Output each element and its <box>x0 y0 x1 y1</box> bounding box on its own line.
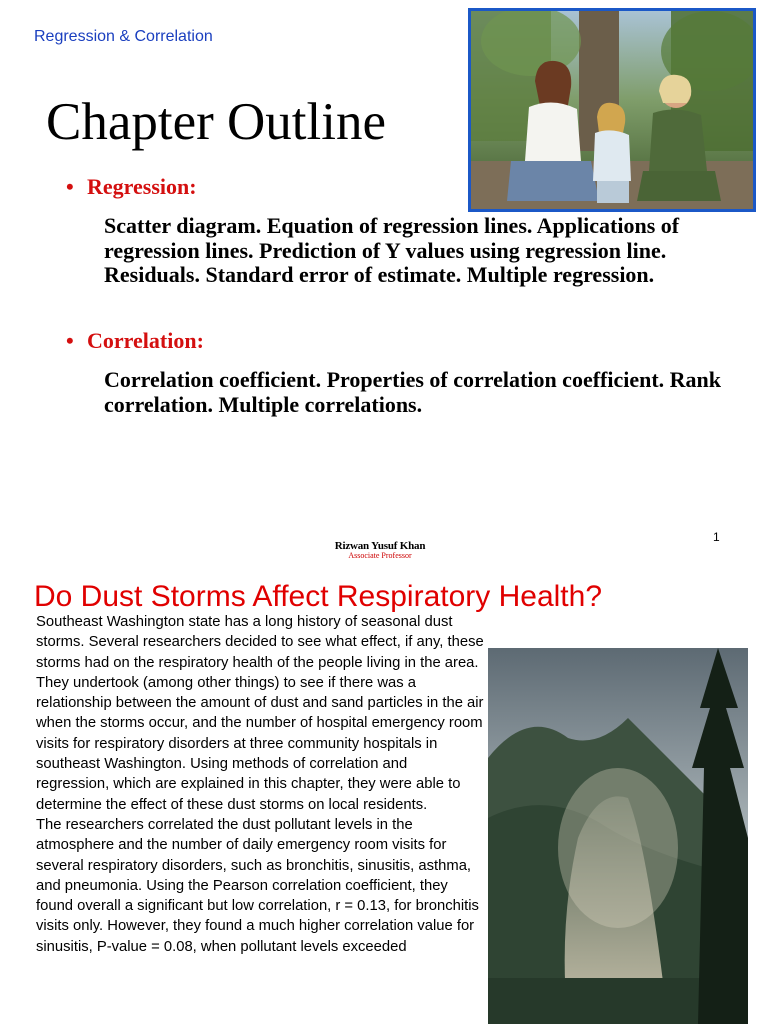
author-block <box>240 540 520 560</box>
page-number: 1 <box>713 530 720 544</box>
bullet-dot: • <box>66 174 74 199</box>
family-photo-icon <box>471 11 753 209</box>
page-title: Chapter Outline <box>46 93 386 151</box>
bullet-regression <box>66 174 197 200</box>
dust-storm-photo-icon <box>488 648 748 1024</box>
bullet-correlation <box>66 328 204 354</box>
header-label: Regression & Correlation <box>34 28 213 45</box>
slide-2-body <box>36 612 484 957</box>
correlation-topics: Correlation coefficient. Properties of correlation coefficient. Rank correlation. Multiple correlations. <box>104 367 722 417</box>
slide-2 <box>0 572 768 1024</box>
body-paragraph: The researchers correlated the dust pollutant levels in the atmosphere and the number of daily emergency room visits for several respiratory disorders, such as bronchitis, sinusitis, asthma, and pneumonia. Using the Pearson correlation coefficient, they found overall a significant but low correlation, r = 0.13, for bronchitis visits only. However, they found a much higher correlation value for sinusitis, P-value = 0.08, when pollutant levels exceeded <box>36 816 479 955</box>
bullet-label: Regression: <box>87 174 197 199</box>
family-photo <box>468 8 756 212</box>
author-name: Rizwan Yusuf Khan <box>334 540 426 552</box>
body-paragraph: Southeast Washington state has a long history of seasonal dust storms. Several researchers decided to see what effect, if any, these storms had on the respiratory health of the people living in the area. They undertook (among other things) to see if there was a relationship between the amount of dust and sand particles in the air when the storms occur, and the number of hospital emergency room visits for respiratory disorders at three community hospitals in southeast Washington. Using methods of correlation and regression, which are explained in this chapter, they were able to determine the effect of these dust storms on local residents. <box>36 614 484 813</box>
dust-storm-photo <box>488 648 748 1024</box>
regression-topics: Scatter diagram. Equation of regression lines. Applications of regression lines. Prediction of Y values using regression line. Residuals. Standard error of estimate. Multiple regression. <box>104 213 680 287</box>
slide-2-title: Do Dust Storms Affect Respiratory Health? <box>34 580 603 613</box>
author-title: Associate Professor <box>348 551 412 560</box>
bullet-label: Correlation: <box>87 328 204 353</box>
bullet-dot: • <box>66 328 74 353</box>
